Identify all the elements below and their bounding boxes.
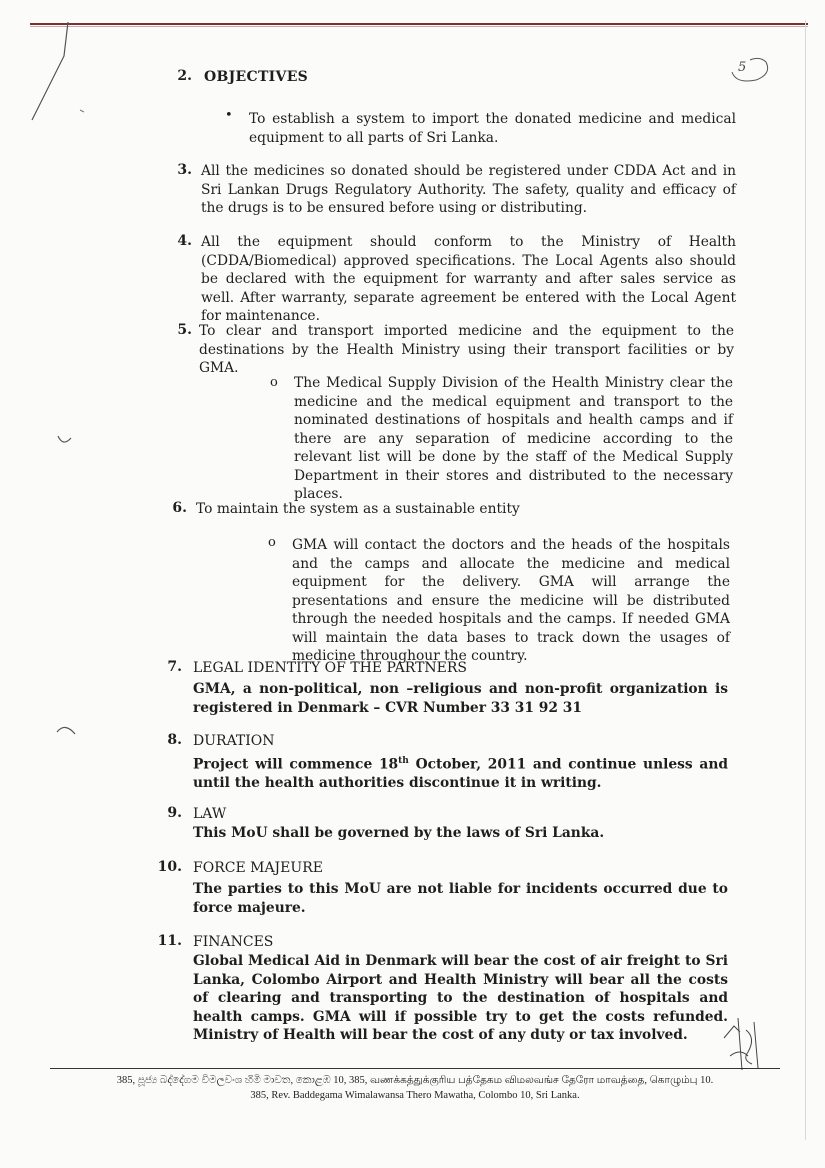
section-text: All the medicines so donated should be registered under CDDA Act and in Sri Lankan Drugs Regulatory Authority. The safety, quality and efficacy of the drugs is to be ensured before using or distributing. <box>201 163 736 216</box>
page-number-circle <box>726 56 774 86</box>
section-number: 9. <box>167 805 182 821</box>
section-text: To establish a system to import the donated medicine and medical equipment to all parts of Sri Lanka. <box>249 111 736 146</box>
top-border-shadow <box>30 26 808 27</box>
section-heading: FORCE MAJEURE <box>193 860 323 876</box>
section-heading: LAW <box>193 806 227 822</box>
section-text <box>193 752 728 793</box>
duration-text-start: Project will commence 18 <box>193 756 399 773</box>
section-text: To maintain the system as a sustainable entity <box>196 501 520 517</box>
section-text: To clear and transport imported medicine and the equipment to the destinations by the Health Ministry using their transport facilities or by GMA. <box>199 323 734 376</box>
section-number: 2. <box>177 68 192 84</box>
section-text: The parties to this MoU are not liable for incidents occurred due to force majeure. <box>193 881 728 916</box>
footer-address-local: 385, පූජ්‍ය බද්දේගම විමලවංශ හිමි මාවත, කොළඹ 10, 385, வணக்கத்துக்குரிய பத்தேகம விமலவங்ச தேரோ மாவத்தை, கொழும்பு 10. <box>116 1075 714 1086</box>
section-text: All the equipment should conform to the Ministry of Health (CDDA/Biomedical) approved specifications. The Local Agents also should be declared with the equipment for warranty and after sales service as well. After warranty, separate agreement be entered with the Local Agent for maintenance. <box>201 234 736 324</box>
section-heading: FINANCES <box>193 934 274 950</box>
bullet-marker: • <box>225 108 233 123</box>
footer-divider <box>50 1068 780 1069</box>
page-number-mark: 5 <box>738 60 747 75</box>
section-text: GMA, a non-political, non –religious and non-profit organization is registered in Denmark – CVR Number 33 31 92 31 <box>193 681 728 716</box>
section-text: Global Medical Aid in Denmark will bear the cost of air freight to Sri Lanka, Colombo Airport and Health Ministry will bear all the costs of clearing and transporting to the destination of hospitals and health camps. GMA will if possible try to get the costs refunded. Ministry of Health will bear the cost of any duty or tax involved. <box>193 953 728 1043</box>
margin-pen-mark-2 <box>55 722 77 738</box>
section-heading: LEGAL IDENTITY OF THE PARTNERS <box>193 660 468 676</box>
margin-pen-mark <box>55 430 75 450</box>
section-number: 10. <box>157 859 182 875</box>
section-subtext: GMA will contact the doctors and the heads of the hospitals and the camps and allocate the medicine and medical equipment for the delivery. GMA will arrange the presentations and ensure the medicine will be distributed through the needed hospitals and the camps. If needed GMA will maintain the data bases to track down the usages of medicine throughour the country. <box>292 537 730 664</box>
duration-superscript: th <box>398 756 409 766</box>
section-number: 5. <box>177 322 192 338</box>
section-number: 6. <box>172 500 187 516</box>
footer-address-english: 385, Rev. Baddegama Wimalawansa Thero Mawatha, Colombo 10, Sri Lanka. <box>250 1090 580 1101</box>
section-number: 11. <box>157 933 182 949</box>
section-text: This MoU shall be governed by the laws of Sri Lanka. <box>193 825 605 841</box>
section-number: 3. <box>177 162 192 178</box>
section-heading: DURATION <box>193 733 275 749</box>
sub-bullet-marker: o <box>268 535 276 550</box>
section-subtext: The Medical Supply Division of the Health Ministry clear the medicine and the medical equipment and transport to the nominated destinations of hospitals and health camps and if there are any separation of medicine according to the relevant list will be done by the staff of the Medical Supply Department in their stores and distributed to the necessary places. <box>294 375 733 502</box>
section-number: 7. <box>167 659 182 675</box>
sub-bullet-marker: o <box>270 375 278 390</box>
duration-text-end: October, 2011 and continue unless and until the health authorities discontinue it in writing. <box>193 756 728 792</box>
top-border-line <box>30 23 808 25</box>
corner-pen-stroke <box>20 18 90 128</box>
right-edge-line <box>805 20 806 1140</box>
section-heading: OBJECTIVES <box>204 69 309 85</box>
section-number: 4. <box>177 233 192 249</box>
section-number: 8. <box>167 732 182 748</box>
